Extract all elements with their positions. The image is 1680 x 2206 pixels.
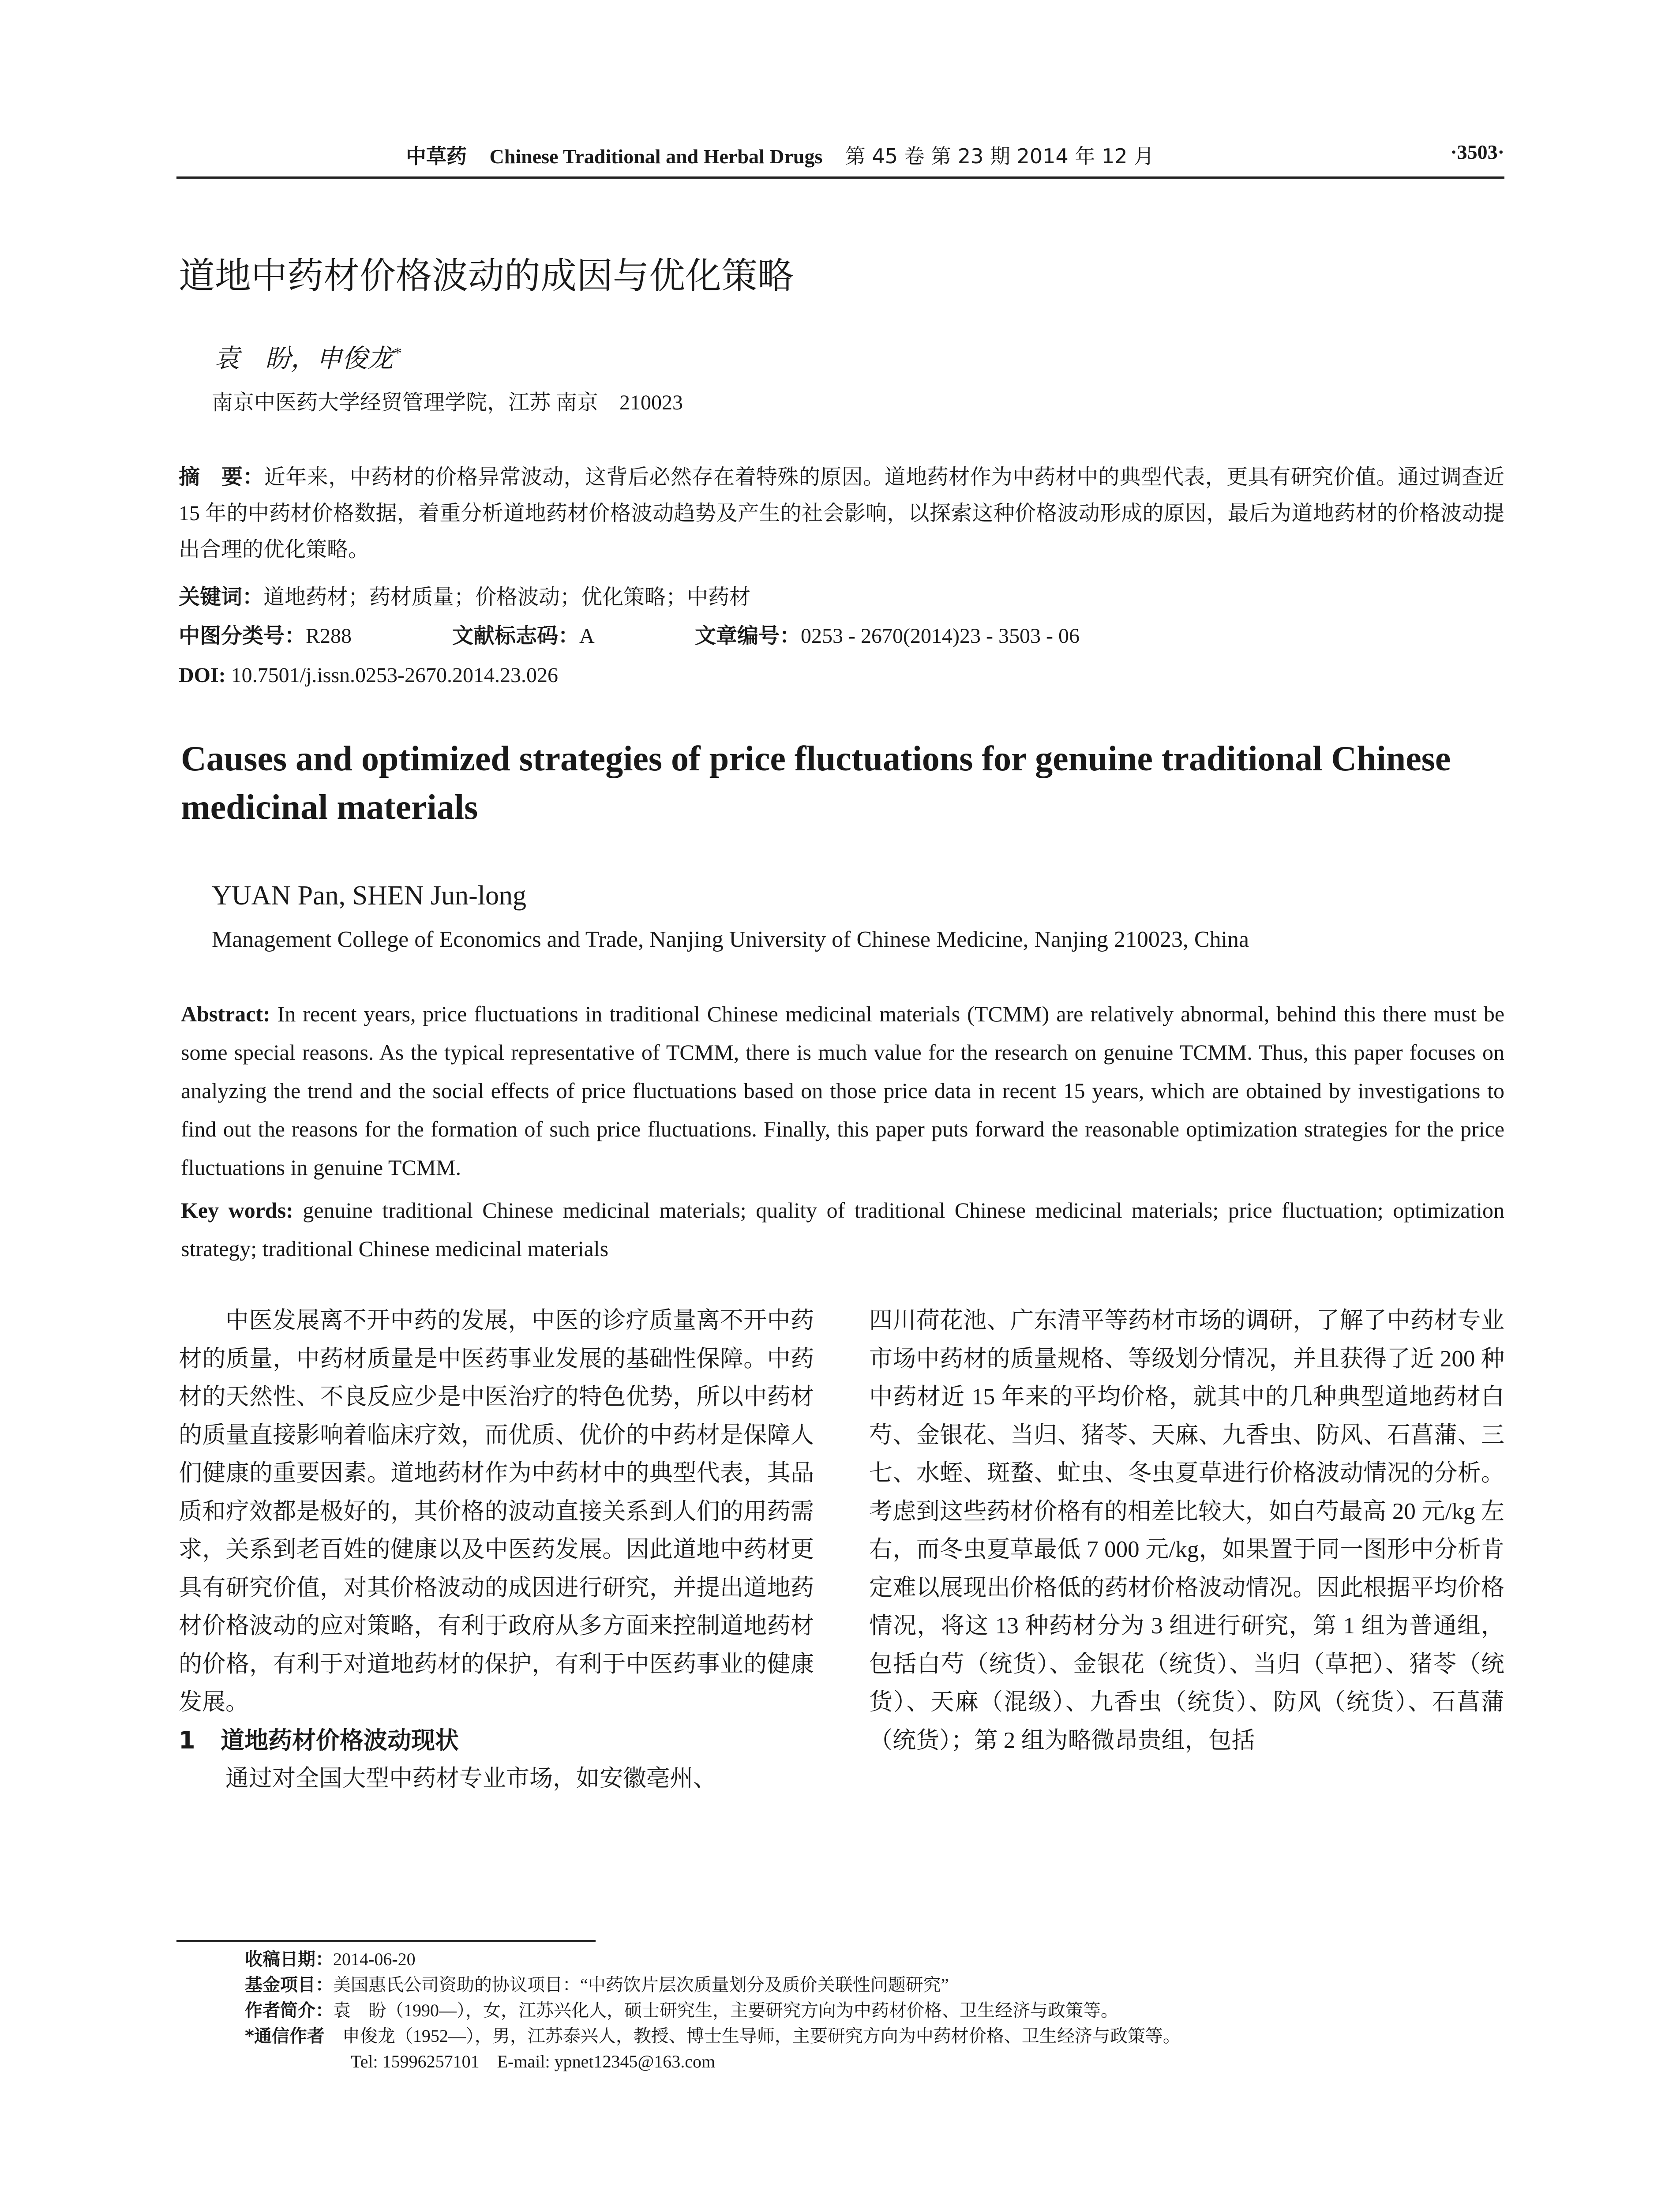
article-number-label: 文章编号： [695,623,801,648]
clc-value: R288 [306,624,352,648]
corresponding-author-mark: * [393,344,401,362]
footnote-fund-text: 美国惠氏公司资助的协议项目：“中药饮片层次质量划分及质价关联性问题研究” [333,1975,949,1995]
chinese-keywords-text: 道地药材；药材质量；价格波动；优化策略；中药材 [263,585,751,609]
journal-issue: 第 45 卷 第 23 期 2014 年 12 月 [845,144,1155,168]
footnote-corresponding [245,2023,1502,2049]
doi-label: DOI: [179,664,226,687]
classification-row [179,618,1504,654]
footnote-fund-label: 基金项目： [245,1975,333,1995]
section-paragraph-continued: 四川荷花池、广东清平等药材市场的调研，了解了中药材专业市场中药材的质量规格、等级划分情况，并且获得了近 200 种中药材近 15 年来的平均价格，就其中的几种典型道地药材白芍、金银花、当归、猪苓、天麻、九香虫、防风、石菖蒲、三七、水蛭、斑蝥、虻虫、冬虫夏草进行价格波动情况的分析。考虑到这些药材价格有的相差比较大，如白芍最高 20 元/kg 左右，而冬虫夏草最低 7 000 元/kg，如果置于同一图形中分析肯定难以展现出价格低的药材价格波动情况。因此根据平均价格情况，将这 13 种药材分为 3 组进行研究，第 1 组为普通组，包括白芍（统货）、金银花（统货）、当归（草把）、猪苓（统货）、天麻（混级）、九香虫（统货）、防风（统货）、石菖蒲（统货）；第 2 组为略微昂贵组，包括 [869,1308,1504,1753]
footnote-author-bio-text: 袁 盼（1990—），女，江苏兴化人，硕士研究生，主要研究方向为中药材价格、卫生经济与政策等。 [333,2000,1118,2020]
doi-value: 10.7501/j.issn.0253-2670.2014.23.026 [231,664,559,687]
english-keywords [181,1191,1504,1268]
journal-header [406,140,1154,169]
chinese-abstract-label: 摘 要： [179,465,264,489]
footnote-fund [245,1972,1502,1998]
section-title: 道地药材价格波动现状 [221,1726,459,1754]
english-keywords-label: Key words: [181,1198,293,1223]
intro-paragraph: 中医发展离不开中药的发展，中医的诊疗质量离不开中药材的质量，中药材质量是中医药事业发展的基础性保障。中药材的天然性、不良反应少是中医治疗的特色优势，所以中药材的质量直接影响着临床疗效，而优质、优价的中药材是保障人们健康的重要因素。道地药材作为中药材中的典型代表，其品质和疗效都是极好的，其价格的波动直接关系到人们的用药需求，关系到老百姓的健康以及中医药发展。因此道地中药材更具有研究价值，对其价格波动的成因进行研究，并提出道地药材价格波动的应对策略，有利于政府从多方面来控制道地药材的价格，有利于对道地药材的保护，有利于中医药事业的健康发展。 [179,1308,814,1715]
header-divider [176,176,1504,179]
article-number-field [695,624,1080,648]
journal-logo: 中草药 [406,144,467,168]
english-abstract-label: Abstract: [181,1002,270,1026]
footnote-corresponding-text: 申俊龙（1952—），男，江苏泰兴人，教授、博士生导师，主要研究方向为中药材价格、卫生经济与政策等。 [342,2026,1181,2046]
chinese-keywords-label: 关键词： [179,585,264,609]
section-heading [179,1722,814,1760]
doc-code-label: 文献标志码： [452,623,580,648]
english-keywords-text: genuine traditional Chinese medicinal materials; quality of traditional Chinese medicinal materials; price fluctuation; optimization strategy; traditional Chinese medicinal materials [181,1198,1505,1261]
english-abstract-text: In recent years, price fluctuations in traditional Chinese medicinal materials (TCMM) are relatively abnormal, behind this there must be some special reasons. As the typical representative of TCMM, there is much value for the research on genuine TCMM. Thus, this paper focuses on analyzing the trend and the social effects of price fluctuations based on those price data in recent 15 years, which are obtained by investigations to find out the reasons for the formation of such price fluctuations. Finally, this paper puts forward the reasonable optimization strategies for the price fluctuations in genuine TCMM. [181,1002,1505,1180]
doc-code-value: A [579,624,595,648]
section-number: 1 [179,1726,195,1754]
english-abstract [181,995,1504,1187]
footnote-author-bio-label: 作者简介： [245,2000,333,2021]
footnote-divider [176,1940,596,1942]
chinese-author-names: 袁 盼，申俊龙 [214,344,394,373]
running-header [176,140,1504,176]
article-number-value: 0253 - 2670(2014)23 - 3503 - 06 [801,624,1080,648]
body-column-left [179,1302,814,1798]
english-title: Causes and optimized strategies of price fluctuations for genuine traditional Chinese medicinal materials [181,739,1451,827]
chinese-affiliation: 南京中医药大学经贸管理学院，江苏 南京 210023 [212,391,683,414]
doi-row [179,657,1504,694]
chinese-abstract [179,459,1504,568]
english-authors: YUAN Pan, SHEN Jun-long [212,881,526,911]
footnote-author-bio [245,1998,1502,2023]
chinese-abstract-text: 近年来，中药材的价格异常波动，这背后必然存在着特殊的原因。道地药材作为中药材中的典型代表，更具有研究价值。通过调查近 15 年的中药材价格数据，着重分析道地药材价格波动趋势及产生的社会影响，以探索这种价格波动形成的原因，最后为道地药材的价格波动提出合理的优化策略。 [179,465,1504,561]
body-column-right [869,1302,1504,1760]
english-affiliation: Management College of Economics and Trade, Nanjing University of Chinese Medicine, Nanjing 210023, China [212,927,1249,952]
page-number: ·3503· [1450,141,1504,163]
clc-field [179,618,452,654]
chinese-keywords [179,579,1504,615]
footnote-received [245,1947,1502,1972]
footnote-contact: Tel: 15996257101 E-mail: ypnet12345@163.com [351,2052,716,2071]
chinese-authors [214,338,401,375]
footnote-received-label: 收稿日期： [245,1949,333,1970]
journal-name: Chinese Traditional and Herbal Drugs [489,145,823,168]
chinese-title: 道地中药材价格波动的成因与优化策略 [179,255,794,297]
clc-label: 中图分类号： [179,623,306,648]
footnotes [245,1947,1502,2074]
section-paragraph-start: 通过对全国大型中药材专业市场，如安徽亳州、 [225,1766,716,1791]
footnote-received-date: 2014-06-20 [333,1949,416,1969]
footnote-corresponding-label: *通信作者 [245,2026,325,2046]
doc-code-field [452,618,695,654]
